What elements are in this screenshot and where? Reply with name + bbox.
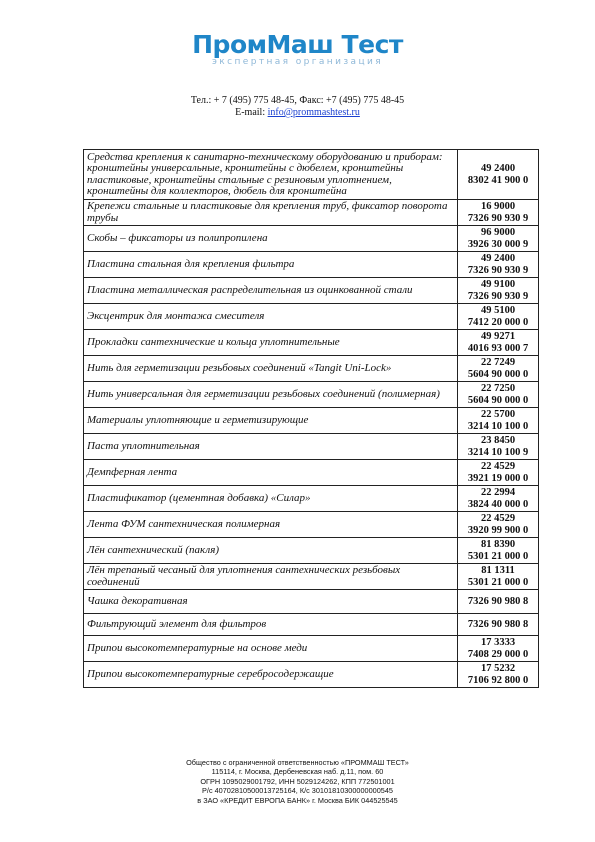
tnved-code: 3214 10 100 0 — [467, 420, 529, 432]
product-code-cell — [458, 636, 539, 662]
okp-code: 49 5100 — [480, 304, 516, 316]
okp-code: 49 9271 — [480, 330, 516, 342]
tnved-code: 8302 41 900 0 — [467, 174, 529, 186]
tnved-code: 5604 90 000 0 — [467, 394, 529, 406]
okp-code: 22 4529 — [480, 512, 516, 524]
tnved-code: 7326 90 930 9 — [467, 264, 529, 276]
product-name-cell: Средства крепления к санитарно-техническому оборудованию и приборам: кронштейны универсальные, кронштейны с дюбелем, кронштейны пластиковые, кронштейны стальные с резиновым уплотнением, кронштейны для коллекторов, дюбель для кронштейна — [84, 150, 458, 200]
product-code-cell — [458, 564, 539, 590]
product-name-cell: Лента ФУМ сантехническая полимерная — [84, 512, 458, 538]
okp-code: 96 9000 — [480, 226, 516, 238]
product-code-cell — [458, 460, 539, 486]
product-name-cell: Нить для герметизации резьбовых соединений «Tangit Uni-Lock» — [84, 356, 458, 382]
company-requisites — [0, 758, 595, 805]
table-row — [84, 304, 539, 330]
product-code-cell — [458, 382, 539, 408]
product-name-cell: Паста уплотнительная — [84, 434, 458, 460]
footer-line: 115114, г. Москва, Дербеневская наб. д.11, пом. 60 — [211, 767, 384, 777]
product-code-cell — [458, 538, 539, 564]
product-code-cell — [458, 434, 539, 460]
tnved-code: 7106 92 800 0 — [467, 674, 529, 686]
tnved-code: 3824 40 000 0 — [467, 498, 529, 510]
tnved-code: 3921 19 000 0 — [467, 472, 529, 484]
okp-code: 22 5700 — [480, 408, 516, 420]
product-code-cell — [458, 304, 539, 330]
product-name-cell: Эксцентрик для монтажа смесителя — [84, 304, 458, 330]
product-name-cell: Крепежи стальные и пластиковые для крепления труб, фиксатор поворота трубы — [84, 200, 458, 226]
product-name-cell: Демпферная лента — [84, 460, 458, 486]
tnved-code: 3214 10 100 9 — [467, 446, 529, 458]
product-name-cell: Пластина стальная для крепления фильтра — [84, 252, 458, 278]
footer-line: в ЗАО «КРЕДИТ ЕВРОПА БАНК» г. Москва БИК 044525545 — [197, 795, 398, 805]
product-name-cell: Чашка декоративная — [84, 590, 458, 614]
logo-wordmark: ПромМаш Тест — [192, 30, 403, 59]
table-row — [84, 662, 539, 688]
products-table-body — [84, 150, 539, 688]
product-code-cell — [458, 150, 539, 200]
okp-code: 16 9000 — [480, 200, 516, 212]
okp-code: 22 7249 — [480, 356, 516, 368]
table-row — [84, 538, 539, 564]
product-name-cell: Прокладки сантехнические и кольца уплотнительные — [84, 330, 458, 356]
product-code-cell — [458, 330, 539, 356]
phone-fax-line: Тел.: + 7 (495) 775 48-45, Факс: +7 (495) 775 48-45 — [190, 95, 405, 106]
product-code-cell — [458, 408, 539, 434]
product-name-cell: Припои высокотемпературные на основе меди — [84, 636, 458, 662]
okp-code: 49 2400 — [480, 252, 516, 264]
contact-block — [0, 95, 595, 119]
table-row — [84, 486, 539, 512]
product-code-cell — [458, 278, 539, 304]
tnved-code: 5604 90 000 0 — [467, 368, 529, 380]
okp-code: 22 4529 — [480, 460, 516, 472]
table-row — [84, 512, 539, 538]
table-row — [84, 150, 539, 200]
product-name-cell: Пластификатор (цементная добавка) «Силар» — [84, 486, 458, 512]
product-name-cell: Припои высокотемпературные серебросодержащие — [84, 662, 458, 688]
email-line — [0, 107, 595, 119]
okp-code: 81 1311 — [481, 564, 515, 576]
product-code-cell — [458, 200, 539, 226]
product-code-cell — [458, 252, 539, 278]
tnved-code: 5301 21 000 0 — [467, 576, 529, 588]
table-row — [84, 356, 539, 382]
logo-tagline: экспертная организация — [211, 57, 384, 67]
table-row — [84, 460, 539, 486]
okp-code: 22 7250 — [480, 382, 516, 394]
footer-line: ОГРН 1095029001792, ИНН 5029124262, КПП 772501001 — [200, 776, 395, 786]
okp-code: 49 9100 — [480, 278, 516, 290]
product-code-cell — [458, 486, 539, 512]
product-code-cell — [458, 356, 539, 382]
email-link[interactable]: info@prommashtest.ru — [267, 107, 360, 118]
tnved-code: 4016 93 000 7 — [467, 342, 529, 354]
table-row — [84, 382, 539, 408]
okp-code: 17 5232 — [480, 662, 516, 674]
product-name-cell: Фильтрующий элемент для фильтров — [84, 614, 458, 636]
table-row — [84, 278, 539, 304]
okp-code: 81 8390 — [480, 538, 516, 550]
product-code-cell — [458, 662, 539, 688]
tnved-code: 7326 90 930 9 — [467, 212, 529, 224]
tnved-code: 7326 90 930 9 — [467, 290, 529, 302]
tnved-code: 7408 29 000 0 — [467, 648, 529, 660]
table-row — [84, 636, 539, 662]
table-row — [84, 408, 539, 434]
okp-code: 23 8450 — [480, 434, 516, 446]
product-name-cell: Скобы – фиксаторы из полипропилена — [84, 226, 458, 252]
product-name-cell: Материалы уплотняющие и герметизирующие — [84, 408, 458, 434]
okp-code: 22 2994 — [480, 486, 516, 498]
table-row — [84, 330, 539, 356]
table-row — [84, 200, 539, 226]
product-name-cell: Лён трепаный чесаный для уплотнения сантехнических резьбовых соединений — [84, 564, 458, 590]
product-code-cell — [458, 512, 539, 538]
okp-code: 49 2400 — [480, 162, 516, 174]
product-code-cell — [458, 226, 539, 252]
product-name-cell: Лён сантехнический (пакля) — [84, 538, 458, 564]
table-row — [84, 434, 539, 460]
product-name-cell: Нить универсальная для герметизации резьбовых соединений (полимерная) — [84, 382, 458, 408]
company-logo — [0, 30, 595, 67]
tnved-code: 7412 20 000 0 — [467, 316, 529, 328]
table-row — [84, 252, 539, 278]
footer-line: Общество с ограниченной ответственностью «ПРОММАШ ТЕСТ» — [186, 758, 409, 767]
footer-line: Р/с 40702810500013725164, К/с 30101810300000000545 — [202, 786, 393, 796]
products-table — [83, 149, 539, 688]
table-row — [84, 614, 539, 636]
product-code-cell — [458, 614, 539, 636]
tnved-code: 7326 90 980 8 — [467, 618, 529, 630]
product-code-cell — [458, 590, 539, 614]
table-row — [84, 590, 539, 614]
tnved-code: 3920 99 900 0 — [467, 524, 529, 536]
table-row — [84, 226, 539, 252]
okp-code: 17 3333 — [480, 636, 516, 648]
tnved-code: 3926 30 000 9 — [467, 238, 529, 250]
tnved-code: 5301 21 000 0 — [467, 550, 529, 562]
tnved-code: 7326 90 980 8 — [467, 595, 529, 607]
table-row — [84, 564, 539, 590]
email-label: E-mail: — [235, 107, 268, 118]
product-name-cell: Пластина металлическая распределительная из оцинкованной стали — [84, 278, 458, 304]
